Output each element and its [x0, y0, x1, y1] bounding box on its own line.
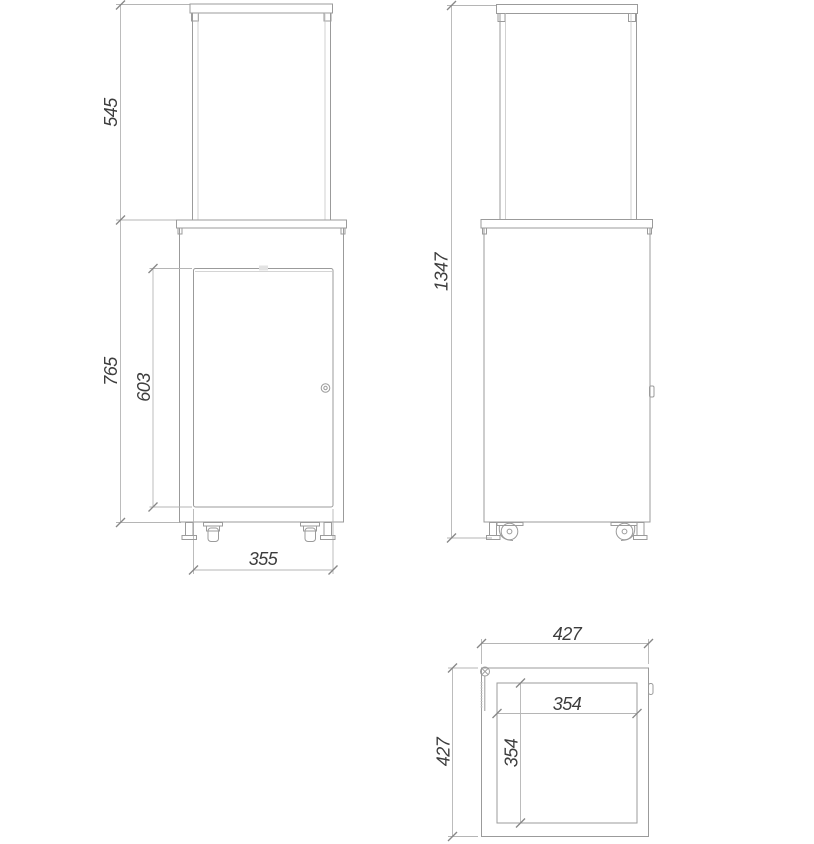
cabinet-lid [177, 220, 347, 234]
caster-wheel [305, 528, 316, 542]
left-caster [204, 523, 223, 542]
door-lock-plan-tab [649, 684, 654, 695]
door-lock-keyhole [324, 386, 327, 389]
door-width-label: 355 [248, 549, 278, 569]
cabinet-body [180, 228, 344, 522]
outer-width-dimension [477, 624, 653, 664]
door-height-label: 603 [134, 373, 154, 402]
cabinet-body [484, 228, 650, 522]
side-view [432, 1, 655, 543]
caster-hub [622, 529, 627, 534]
inner-depth-dimension [502, 679, 526, 828]
foot-base [634, 536, 648, 540]
foot-stem [186, 523, 194, 536]
right-caster [301, 523, 320, 542]
front-view [101, 1, 347, 575]
glass-panel-section [500, 14, 637, 220]
foot-base [487, 536, 501, 540]
outer-depth-dimension [434, 664, 479, 842]
door-lock-icon [321, 384, 330, 393]
plan-view [434, 624, 654, 841]
cabinet-lid [481, 220, 653, 235]
glass-height-label: 545 [101, 98, 121, 127]
caster-plate [301, 523, 320, 527]
top-cap-plate [497, 5, 638, 14]
inner-depth-label: 354 [501, 738, 522, 768]
cabinet-door [194, 266, 334, 508]
door-top-hinge-mark [259, 266, 268, 271]
lid-plate [481, 220, 653, 229]
glass-panel-section [193, 13, 331, 220]
caster-wheel [208, 528, 219, 542]
lid-plate [177, 220, 347, 228]
caster-plate [204, 523, 223, 527]
front-height-dimension [101, 1, 190, 528]
cap-corner-bracket [629, 14, 636, 22]
total-height-label: 1347 [431, 252, 452, 292]
top-cap [497, 5, 638, 22]
foot-stem [637, 523, 644, 536]
caster-hub [507, 529, 512, 534]
body-height-label: 765 [101, 357, 121, 386]
foot-stem [490, 523, 497, 536]
top-cap-plate [190, 4, 333, 13]
total-height-dimension [432, 1, 498, 543]
outer-depth-label: 427 [433, 737, 454, 767]
top-cap [190, 4, 333, 21]
door-height-dimension [134, 264, 192, 512]
inner-width-dimension [493, 694, 642, 718]
foot-base [182, 536, 197, 540]
left-leveling-foot [182, 523, 197, 540]
door-panel [194, 269, 334, 508]
inner-width-label: 354 [552, 694, 582, 714]
foot-stem [324, 523, 332, 536]
cap-corner-bracket [498, 14, 505, 22]
outer-width-label: 427 [552, 624, 582, 644]
left-caster [497, 523, 523, 541]
